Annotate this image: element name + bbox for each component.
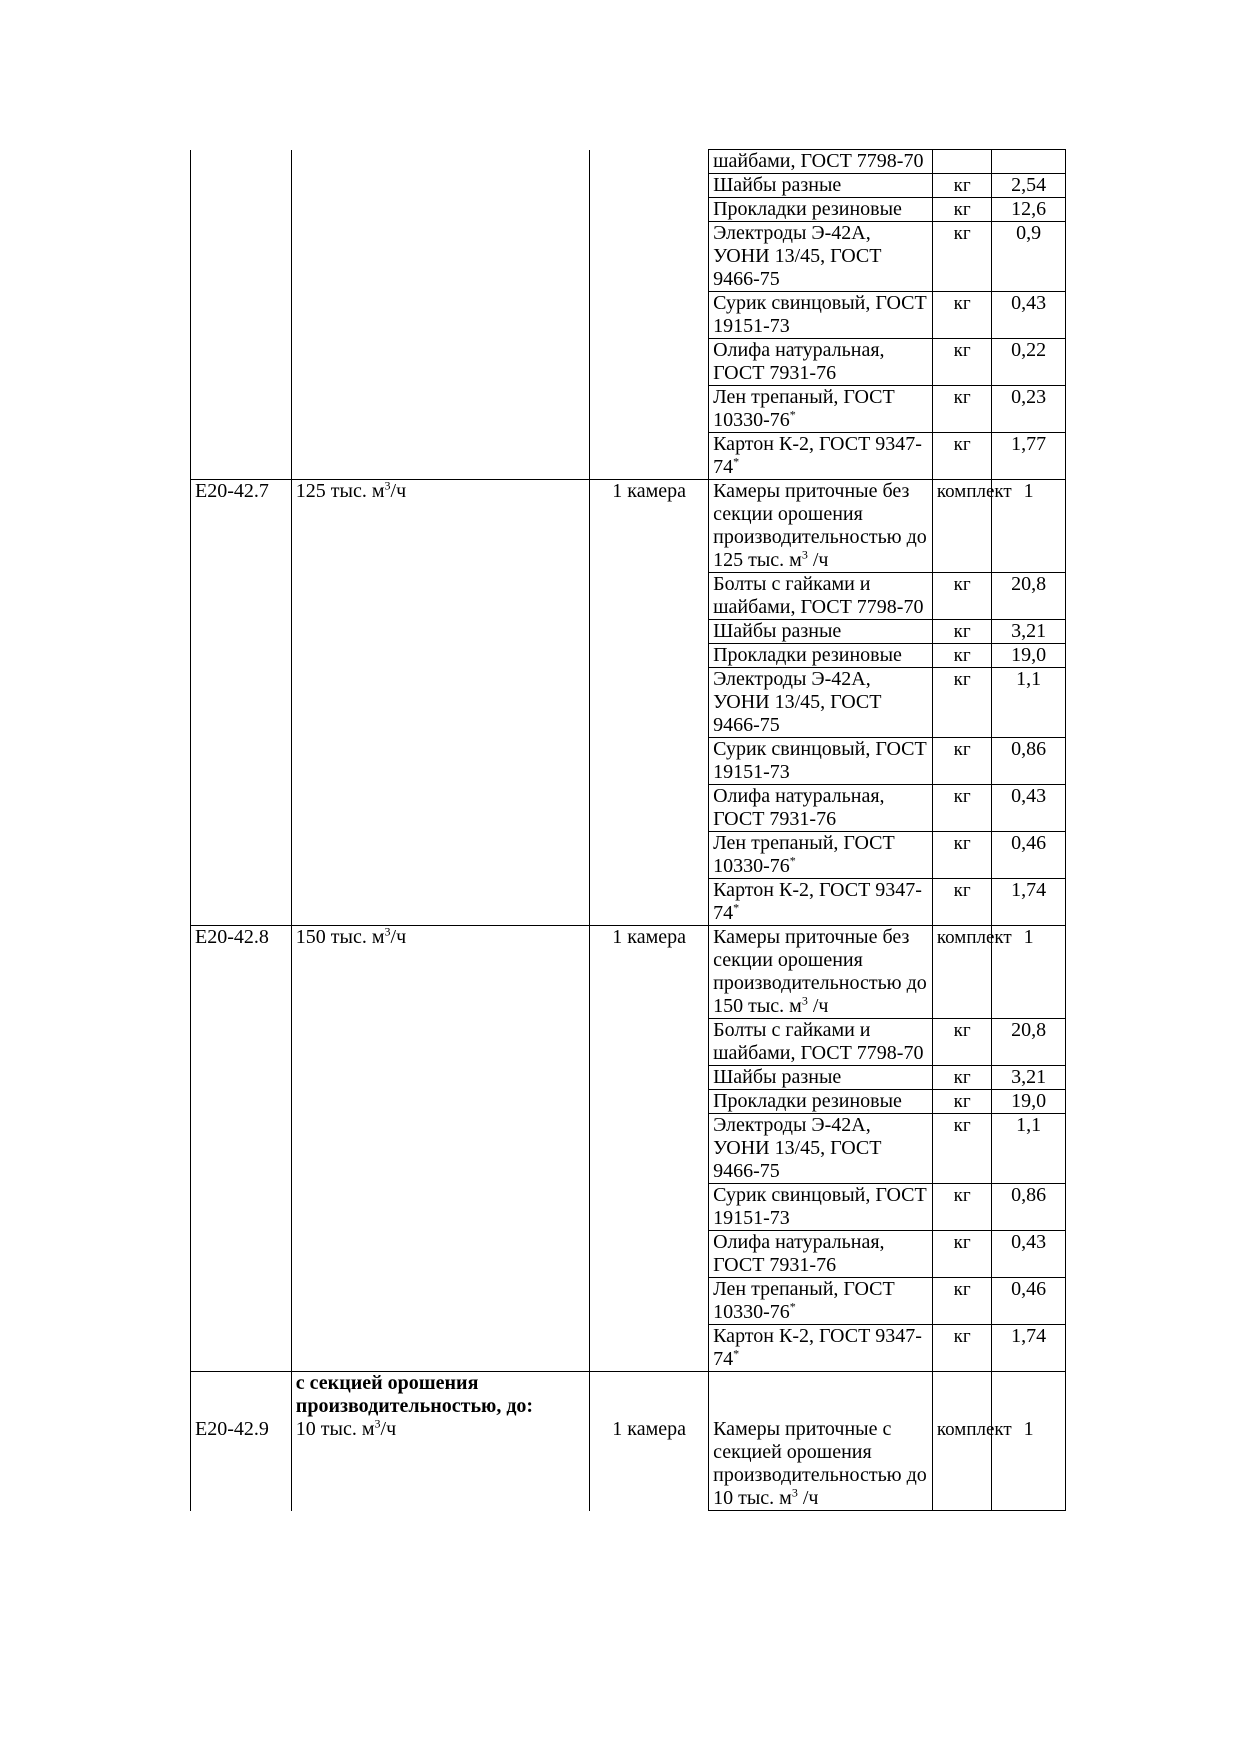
- superscript-3: 3: [374, 1416, 381, 1431]
- table-row: [191, 198, 1066, 222]
- table-row: [191, 620, 1066, 644]
- measure-unit: [590, 150, 709, 174]
- measure-unit: [590, 1372, 709, 1511]
- material-name: [709, 738, 933, 785]
- work-name: [291, 1184, 589, 1231]
- material-quantity: 1,1: [992, 1114, 1066, 1184]
- material-unit: кг: [932, 1114, 991, 1184]
- material-name: [709, 433, 933, 480]
- norm-code: [191, 1372, 292, 1511]
- superscript-3: 3: [384, 478, 391, 493]
- per-hour-text: /ч: [390, 926, 407, 948]
- table-row: [191, 1325, 1066, 1372]
- material-quantity: 20,8: [992, 573, 1066, 620]
- material-text: Лен трепаный, ГОСТ 10330-76: [713, 1278, 895, 1323]
- material-quantity: 0,46: [992, 832, 1066, 879]
- table-row: [191, 644, 1066, 668]
- material-quantity: [992, 150, 1066, 174]
- material-unit: кг: [932, 339, 991, 386]
- norm-code: [191, 1066, 292, 1090]
- measure-unit: 1 камера: [590, 480, 709, 573]
- table-row: [191, 174, 1066, 198]
- material-text: Электроды Э-42А, УОНИ 13/45, ГОСТ 9466-75: [713, 1114, 882, 1182]
- norm-code: [191, 1184, 292, 1231]
- material-quantity: 1,74: [992, 1325, 1066, 1372]
- material-text: Шайбы разные: [713, 620, 842, 642]
- table-row: [191, 1372, 1066, 1511]
- material-quantity: 0,43: [992, 785, 1066, 832]
- material-unit: комплект: [932, 926, 991, 1019]
- norm-code: [191, 1231, 292, 1278]
- asterisk-mark: *: [733, 900, 740, 915]
- measure-unit: [590, 1019, 709, 1066]
- table-row: [191, 222, 1066, 292]
- material-quantity: 19,0: [992, 644, 1066, 668]
- material-text: шайбами, ГОСТ 7798-70: [713, 150, 924, 172]
- norm-code: [191, 668, 292, 738]
- material-name: [709, 222, 933, 292]
- material-quantity: 12,6: [992, 198, 1066, 222]
- material-quantity: 0,22: [992, 339, 1066, 386]
- work-name: [291, 926, 589, 1019]
- material-unit: кг: [932, 1184, 991, 1231]
- work-name: [291, 222, 589, 292]
- measure-unit: [590, 433, 709, 480]
- norm-code: [191, 1019, 292, 1066]
- work-name: [291, 480, 589, 573]
- measure-unit: [590, 1278, 709, 1325]
- material-text: Болты с гайками и шайбами, ГОСТ 7798-70: [713, 1019, 924, 1064]
- table-row: [191, 879, 1066, 926]
- per-hour-text: /ч: [390, 480, 407, 502]
- work-name: [291, 1090, 589, 1114]
- material-text: Камеры приточные без секции орошения производительностью до 150 тыс. м: [713, 926, 927, 1017]
- work-name: [291, 433, 589, 480]
- material-name: [709, 174, 933, 198]
- material-unit: кг: [932, 386, 991, 433]
- material-name: [709, 292, 933, 339]
- material-text: Шайбы разные: [713, 1066, 842, 1088]
- material-name: [709, 1325, 933, 1372]
- measure-unit: [590, 339, 709, 386]
- asterisk-mark: *: [733, 454, 740, 469]
- asterisk-mark: *: [733, 1346, 740, 1361]
- work-name: [291, 1114, 589, 1184]
- per-hour-text: /ч: [380, 1418, 397, 1440]
- norm-code: [191, 1090, 292, 1114]
- work-name: [291, 668, 589, 738]
- material-name: [709, 1184, 933, 1231]
- table-row: [191, 926, 1066, 1019]
- material-quantity: 3,21: [992, 1066, 1066, 1090]
- norm-code: [191, 879, 292, 926]
- material-unit: кг: [932, 738, 991, 785]
- material-text: Электроды Э-42А, УОНИ 13/45, ГОСТ 9466-75: [713, 668, 882, 736]
- material-quantity: 0,43: [992, 1231, 1066, 1278]
- material-text: Олифа натуральная, ГОСТ 7931-76: [713, 1231, 885, 1276]
- measure-unit: [590, 668, 709, 738]
- material-quantity: 0,86: [992, 1184, 1066, 1231]
- material-text: Олифа натуральная, ГОСТ 7931-76: [713, 785, 885, 830]
- measure-unit: [590, 1090, 709, 1114]
- material-unit: кг: [932, 1090, 991, 1114]
- material-name: [709, 150, 933, 174]
- measure-unit: [590, 1114, 709, 1184]
- table-row: [191, 339, 1066, 386]
- superscript-3: 3: [801, 993, 808, 1008]
- material-quantity-text: 1: [1023, 1418, 1034, 1440]
- table-row: [191, 573, 1066, 620]
- work-name: [291, 292, 589, 339]
- material-unit: кг: [932, 573, 991, 620]
- table-row: [191, 1184, 1066, 1231]
- norm-code: [191, 1278, 292, 1325]
- work-name: [291, 879, 589, 926]
- norm-code: [191, 433, 292, 480]
- work-name: [291, 1325, 589, 1372]
- material-text: Шайбы разные: [713, 174, 842, 196]
- material-unit: кг: [932, 644, 991, 668]
- material-unit: кг: [932, 1231, 991, 1278]
- norm-code: [191, 573, 292, 620]
- per-hour-text: /ч: [807, 995, 829, 1017]
- material-name: [709, 879, 933, 926]
- material-text: Олифа натуральная, ГОСТ 7931-76: [713, 339, 885, 384]
- material-quantity: 1,77: [992, 433, 1066, 480]
- work-name: [291, 1019, 589, 1066]
- asterisk-mark: *: [789, 407, 796, 422]
- material-unit: кг: [932, 1278, 991, 1325]
- material-quantity: [992, 1372, 1066, 1511]
- superscript-3: 3: [801, 547, 808, 562]
- material-text: Прокладки резиновые: [713, 644, 902, 666]
- table-row: [191, 832, 1066, 879]
- material-name: [709, 785, 933, 832]
- material-quantity: 0,9: [992, 222, 1066, 292]
- material-unit: кг: [932, 1019, 991, 1066]
- table-row: [191, 668, 1066, 738]
- material-name: [709, 198, 933, 222]
- material-unit: кг: [932, 1325, 991, 1372]
- material-text: Картон К-2, ГОСТ 9347-74: [713, 433, 922, 478]
- measure-unit: [590, 1231, 709, 1278]
- material-unit: кг: [932, 620, 991, 644]
- material-unit: комплект: [932, 480, 991, 573]
- material-unit: кг: [932, 433, 991, 480]
- work-name: [291, 1066, 589, 1090]
- norm-code: [191, 386, 292, 433]
- material-unit: кг: [932, 668, 991, 738]
- work-name: [291, 339, 589, 386]
- material-unit: [932, 1372, 1012, 1511]
- per-hour-text: /ч: [807, 549, 829, 571]
- measure-unit: 1 камера: [590, 926, 709, 1019]
- material-name: [709, 573, 933, 620]
- asterisk-mark: *: [789, 1299, 796, 1314]
- measure-unit: [590, 785, 709, 832]
- measure-unit: [590, 879, 709, 926]
- material-name: [709, 620, 933, 644]
- work-name: [291, 150, 589, 174]
- material-quantity: 1: [992, 480, 1066, 573]
- table-row: [191, 292, 1066, 339]
- table-row: [191, 433, 1066, 480]
- material-name: [709, 1278, 933, 1325]
- material-name: [709, 1090, 933, 1114]
- norm-code: Е20-42.7: [191, 480, 292, 573]
- material-text: Сурик свинцовый, ГОСТ 19151-73: [713, 738, 927, 783]
- material-name: [709, 1372, 933, 1511]
- norm-code: [191, 1325, 292, 1372]
- norm-code: [191, 222, 292, 292]
- work-name: [291, 573, 589, 620]
- material-name: [709, 1066, 933, 1090]
- material-quantity: 0,23: [992, 386, 1066, 433]
- material-quantity: 3,21: [992, 620, 1066, 644]
- measure-unit: [590, 1066, 709, 1090]
- material-unit: кг: [932, 174, 991, 198]
- material-unit: кг: [932, 879, 991, 926]
- material-quantity: 20,8: [992, 1019, 1066, 1066]
- superscript-3: 3: [384, 924, 391, 939]
- material-name: [709, 832, 933, 879]
- norm-code: [191, 620, 292, 644]
- measure-unit: [590, 620, 709, 644]
- material-name: [709, 668, 933, 738]
- section-heading: с секцией орошения производительностью, до:: [295, 1372, 534, 1417]
- measure-unit: [590, 222, 709, 292]
- measure-unit: [590, 1325, 709, 1372]
- materials-table-body: [191, 150, 1066, 1511]
- work-name-text: 10 тыс. м: [295, 1418, 375, 1440]
- material-quantity: 1: [992, 926, 1066, 1019]
- material-text: Болты с гайками и шайбами, ГОСТ 7798-70: [713, 573, 924, 618]
- norm-code-text: Е20-42.9: [195, 1418, 269, 1440]
- material-unit: кг: [932, 832, 991, 879]
- measure-unit-text: 1 камера: [612, 1418, 686, 1440]
- work-name: [291, 738, 589, 785]
- table-row: [191, 785, 1066, 832]
- table-row: [191, 1090, 1066, 1114]
- material-unit: [932, 150, 991, 174]
- material-text: Электроды Э-42А, УОНИ 13/45, ГОСТ 9466-75: [713, 222, 882, 290]
- norm-code: [191, 785, 292, 832]
- material-text: Сурик свинцовый, ГОСТ 19151-73: [713, 1184, 927, 1229]
- material-name: [709, 339, 933, 386]
- measure-unit: [590, 832, 709, 879]
- work-name: [291, 198, 589, 222]
- material-text: Сурик свинцовый, ГОСТ 19151-73: [713, 292, 927, 337]
- table-row: [191, 150, 1066, 174]
- materials-table: [190, 149, 1066, 1511]
- material-unit: кг: [932, 785, 991, 832]
- work-name: [291, 1372, 589, 1511]
- material-quantity: 19,0: [992, 1090, 1066, 1114]
- norm-code: Е20-42.8: [191, 926, 292, 1019]
- work-name: [291, 1278, 589, 1325]
- material-quantity: 0,43: [992, 292, 1066, 339]
- measure-unit: [590, 292, 709, 339]
- material-quantity: 2,54: [992, 174, 1066, 198]
- work-name-text: 125 тыс. м: [295, 480, 385, 502]
- table-row: [191, 386, 1066, 433]
- measure-unit: [590, 644, 709, 668]
- norm-code: [191, 738, 292, 785]
- material-text: Лен трепаный, ГОСТ 10330-76: [713, 832, 895, 877]
- material-text: Прокладки резиновые: [713, 198, 902, 220]
- asterisk-mark: *: [789, 853, 796, 868]
- measure-unit: [590, 573, 709, 620]
- work-name: [291, 1231, 589, 1278]
- norm-code: [191, 174, 292, 198]
- work-name: [291, 620, 589, 644]
- measure-unit: [590, 1184, 709, 1231]
- table-row: [191, 480, 1066, 573]
- material-unit: кг: [932, 292, 991, 339]
- norm-code: [191, 339, 292, 386]
- material-unit: кг: [932, 222, 991, 292]
- material-text: Прокладки резиновые: [713, 1090, 902, 1112]
- table-row: [191, 1278, 1066, 1325]
- work-name: [291, 644, 589, 668]
- superscript-3: 3: [791, 1485, 798, 1500]
- norm-code: [191, 1114, 292, 1184]
- table-row: [191, 1114, 1066, 1184]
- norm-code: [191, 150, 292, 174]
- material-name: [709, 1231, 933, 1278]
- measure-unit: [590, 386, 709, 433]
- material-quantity: 1,74: [992, 879, 1066, 926]
- material-text: Камеры приточные с секцией орошения производительностью до 10 тыс. м: [713, 1418, 927, 1509]
- material-text: Лен трепаный, ГОСТ 10330-76: [713, 386, 895, 431]
- table-row: [191, 1231, 1066, 1278]
- material-quantity: 1,1: [992, 668, 1066, 738]
- material-quantity: 0,86: [992, 738, 1066, 785]
- material-text: Картон К-2, ГОСТ 9347-74: [713, 1325, 922, 1370]
- material-name: [709, 1114, 933, 1184]
- work-name: [291, 174, 589, 198]
- table-row: [191, 738, 1066, 785]
- table-row: [191, 1019, 1066, 1066]
- norm-code: [191, 292, 292, 339]
- work-name-text: 150 тыс. м: [295, 926, 385, 948]
- material-name: [709, 480, 933, 573]
- material-text: Камеры приточные без секции орошения производительностью до 125 тыс. м: [713, 480, 927, 571]
- material-unit: кг: [932, 1066, 991, 1090]
- norm-code: [191, 832, 292, 879]
- measure-unit: [590, 198, 709, 222]
- material-name: [709, 1019, 933, 1066]
- material-unit: кг: [932, 198, 991, 222]
- work-name: [291, 785, 589, 832]
- norm-code: [191, 198, 292, 222]
- work-name: [291, 832, 589, 879]
- material-quantity: 0,46: [992, 1278, 1066, 1325]
- measure-unit: [590, 738, 709, 785]
- norm-code: [191, 644, 292, 668]
- material-name: [709, 386, 933, 433]
- work-name: [291, 386, 589, 433]
- material-name: [709, 644, 933, 668]
- material-text: Картон К-2, ГОСТ 9347-74: [713, 879, 922, 924]
- material-unit-text: комплект: [936, 1419, 1012, 1440]
- material-name: [709, 926, 933, 1019]
- measure-unit: [590, 174, 709, 198]
- table-row: [191, 1066, 1066, 1090]
- per-hour-text: /ч: [797, 1487, 819, 1509]
